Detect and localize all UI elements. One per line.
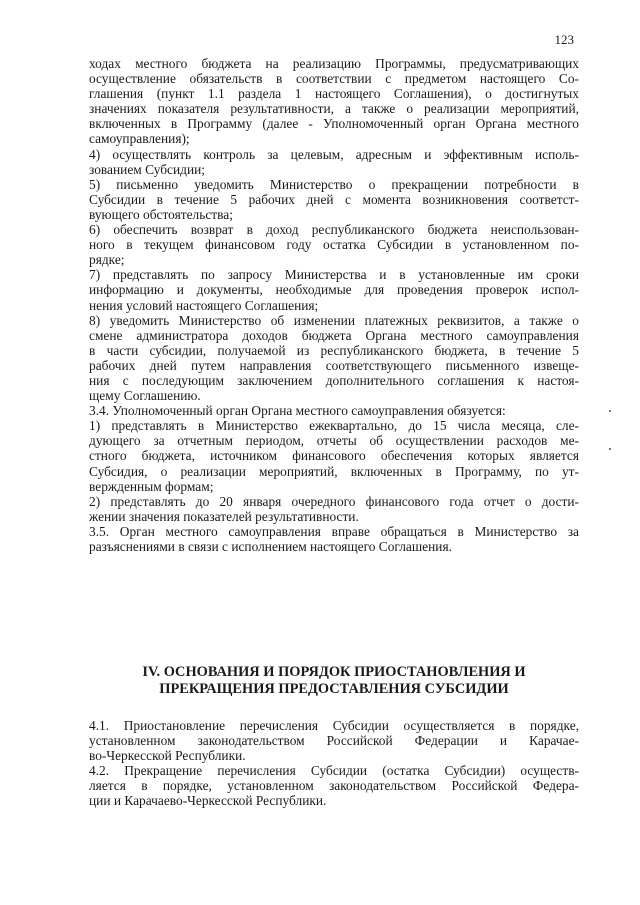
text-line: рядке; — [89, 252, 125, 268]
section-heading — [89, 664, 579, 698]
text-line: зованием Субсидии; — [89, 161, 205, 177]
text-line: 3.5. Орган местного самоуправления вправе обращаться в Министерство за — [89, 523, 579, 539]
heading-line: ПРЕКРАЩЕНИЯ ПРЕДОСТАВЛЕНИЯ СУБСИДИИ — [159, 681, 509, 697]
heading-line: IV. ОСНОВАНИЯ И ПОРЯДОК ПРИОСТАНОВЛЕНИЯ И — [142, 664, 526, 680]
text-line: разъяснениями в связи с исполнением настоящего Соглашения. — [89, 539, 452, 554]
text-line: установленном законодательством Российской Федерации и Карачае- — [89, 733, 579, 749]
text-line: в части субсидии, получаемой из республиканского бюджета, в течение 5 — [89, 342, 579, 358]
text-line: 4.1. Приостановление перечисления Субсидии осуществляется в порядке, — [89, 718, 579, 733]
text-line: Субсидия, о реализации мероприятий, включенных в Программу, по ут- — [89, 463, 579, 479]
text-line: жении значения показателей результативности. — [89, 508, 359, 524]
text-line: самоуправления); — [89, 131, 190, 147]
text-line: ного в текущем финансовом году остатка Субсидии в установленном по- — [89, 237, 579, 253]
text-line: значениях показателя результативности, а также о реализации мероприятий, — [89, 101, 579, 117]
text-line: нения условий настоящего Соглашения; — [89, 297, 319, 313]
section-4-body — [89, 718, 579, 809]
text-line: 4.2. Прекращение перечисления Субсидии (остатка Субсидии) осуществ- — [89, 763, 579, 779]
text-line: смене администратора доходов бюджета Органа местного самоуправления — [89, 327, 579, 343]
text-line: информацию и документы, необходимые для проведения проверок испол- — [89, 282, 579, 298]
scan-speck — [609, 448, 611, 450]
page-number: 123 — [554, 32, 574, 47]
text-line: 8) уведомить Министерство об изменении платежных реквизитов, а также о — [89, 312, 579, 328]
text-line: ния с последующим заключением дополнительного соглашения к настоя- — [89, 372, 579, 388]
text-line: во-Черкесской Республики. — [89, 748, 246, 764]
text-line: глашения (пункт 1.1 раздела 1 настоящего Соглашения), о достигнутых — [89, 86, 579, 102]
text-line: вержденным формам; — [89, 478, 214, 494]
text-line: 5) письменно уведомить Министерство о прекращении потребности в — [89, 176, 579, 192]
text-line: щему Соглашению. — [89, 388, 201, 404]
text-line: Субсидии в течение 5 рабочих дней с момента возникновения соответст- — [89, 191, 579, 207]
section-3-body — [89, 56, 579, 554]
text-line: 2) представлять до 20 января очередного финансового года отчет о дости- — [89, 493, 579, 509]
text-line: 1) представлять в Министерство ежеквартально, до 15 числа месяца, сле- — [89, 418, 579, 434]
text-line: осуществление обязательств в соответствии с предметом настоящего Со- — [89, 71, 579, 87]
text-line: 4) осуществлять контроль за целевым, адресным и эффективным исполь- — [89, 146, 579, 162]
text-line: стного бюджета, источником финансового обеспечения которых является — [89, 448, 579, 464]
text-line: 7) представлять по запросу Министерства и в установленные им сроки — [89, 267, 579, 283]
scan-speck — [609, 410, 611, 412]
text-line: 6) обеспечить возврат в доход республиканского бюджета неиспользован- — [89, 222, 579, 238]
text-line: 3.4. Уполномоченный орган Органа местного самоуправления обязуется: — [89, 403, 506, 419]
text-line: дующего за отчетным периодом, отчеты об осуществлении расходов ме- — [89, 433, 579, 449]
text-line: рабочих дней путем направления соответствующего письменного извеще- — [89, 357, 579, 373]
text-line: включенных в Программу (далее - Уполномоченный орган Органа местного — [89, 116, 579, 132]
text-line: ходах местного бюджета на реализацию Программы, предусматривающих — [89, 56, 579, 71]
text-line: ции и Карачаево-Черкесской Республики. — [89, 793, 327, 809]
text-line: вующего обстоятельства; — [89, 206, 233, 222]
text-line: ляется в порядке, установленном законодательством Российской Федера- — [89, 778, 579, 794]
